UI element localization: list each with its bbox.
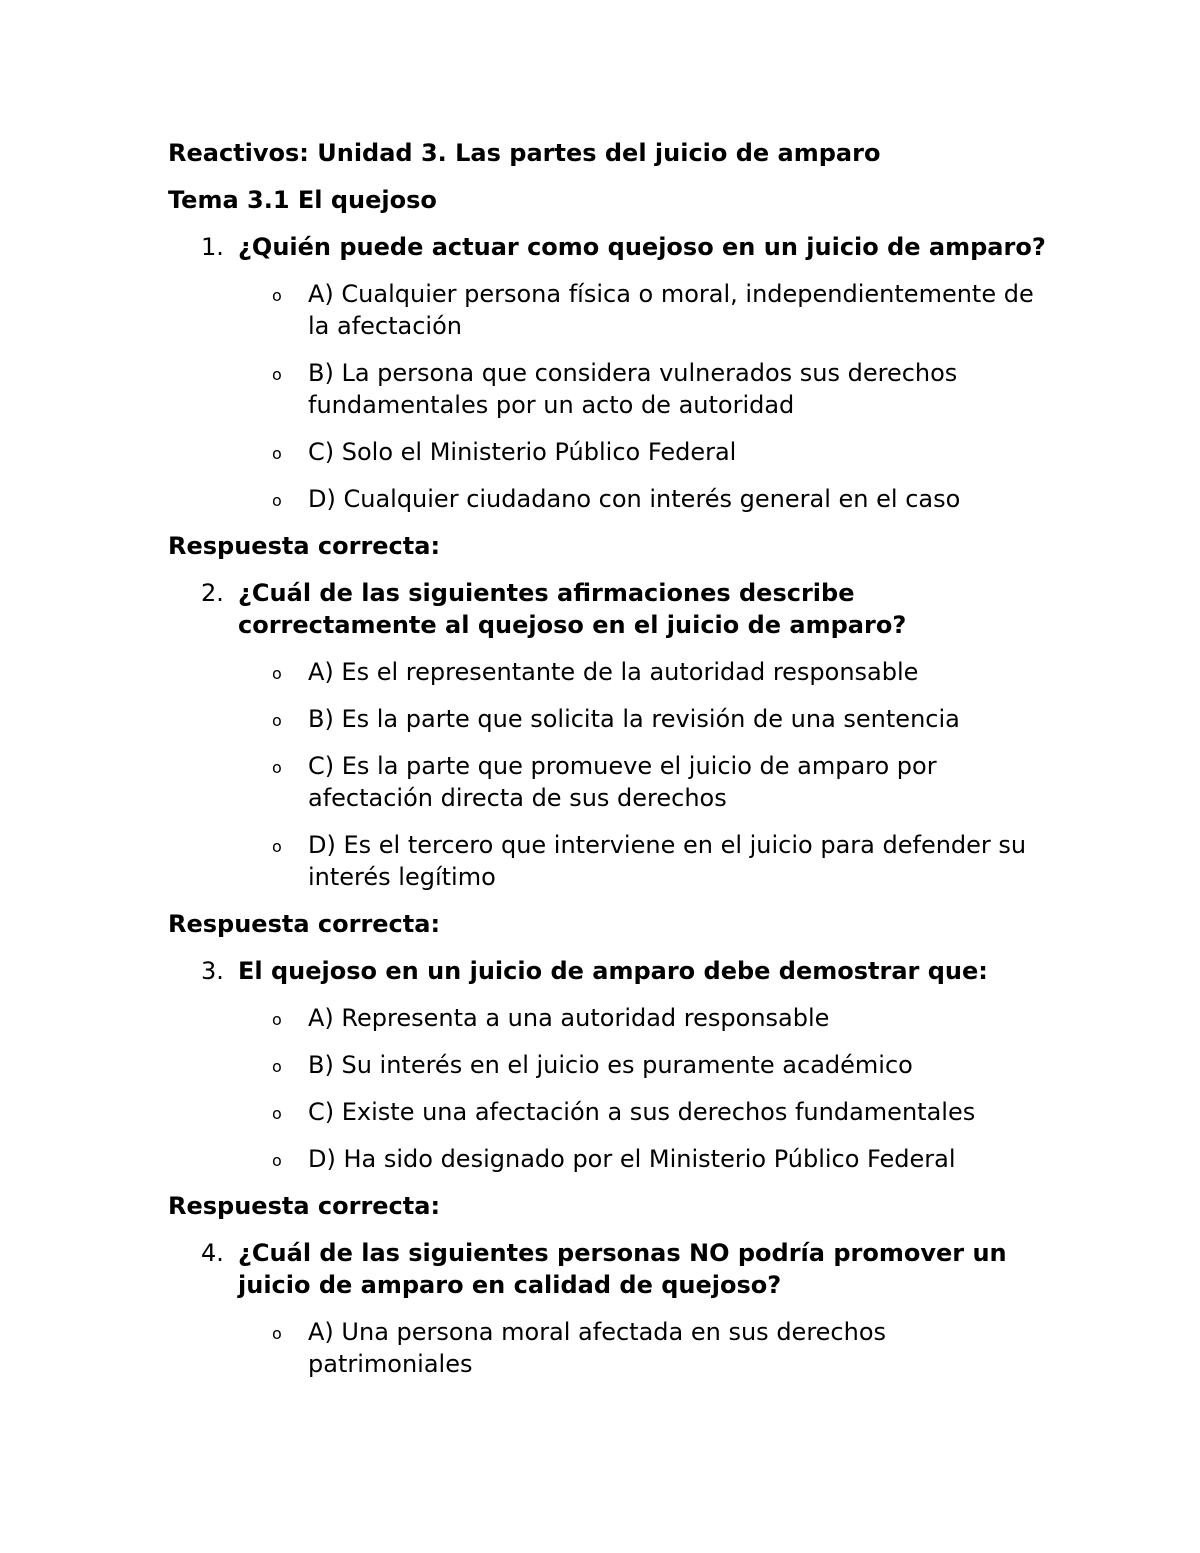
option-item: [168, 1316, 1048, 1380]
hollow-bullet-icon: o: [272, 837, 282, 856]
option-text: C) Es la parte que promueve el juicio de amparo por afectación directa de sus derechos: [308, 752, 937, 812]
hollow-bullet-icon: o: [272, 444, 282, 463]
question-text: ¿Cuál de las siguientes personas NO podría promover un juicio de amparo en calidad de quejoso?: [238, 1239, 1007, 1299]
document-page: [168, 137, 1048, 1395]
option-text: D) Ha sido designado por el Ministerio Público Federal: [308, 1145, 956, 1173]
hollow-bullet-icon: o: [272, 365, 282, 384]
option-item: [168, 357, 1048, 421]
question-4: [168, 1237, 1048, 1301]
topic-heading: Tema 3.1 El quejoso: [168, 186, 437, 214]
option-item: [168, 278, 1048, 342]
option-text: D) Es el tercero que interviene en el juicio para defender su interés legítimo: [308, 831, 1027, 891]
question-text: ¿Cuál de las siguientes afirmaciones describe correctamente al quejoso en el juicio de amparo?: [238, 579, 907, 639]
option-text: C) Existe una afectación a sus derechos fundamentales: [308, 1098, 976, 1126]
hollow-bullet-icon: o: [272, 286, 282, 305]
option-item: [168, 1002, 1048, 1034]
question-text: El quejoso en un juicio de amparo debe demostrar que:: [238, 957, 988, 985]
option-text: B) Su interés en el juicio es puramente académico: [308, 1051, 913, 1079]
option-text: C) Solo el Ministerio Público Federal: [308, 438, 737, 466]
hollow-bullet-icon: o: [272, 1010, 282, 1029]
hollow-bullet-icon: o: [272, 758, 282, 777]
option-text: B) La persona que considera vulnerados sus derechos fundamentales por un acto de autoridad: [308, 359, 958, 419]
option-item: [168, 436, 1048, 468]
question-1: [168, 231, 1048, 263]
question-text: ¿Quién puede actuar como quejoso en un juicio de amparo?: [238, 233, 1046, 261]
hollow-bullet-icon: o: [272, 491, 282, 510]
option-text: A) Representa a una autoridad responsable: [308, 1004, 830, 1032]
option-text: A) Es el representante de la autoridad responsable: [308, 658, 919, 686]
question-number: 2.: [201, 579, 224, 607]
question-2: [168, 577, 1048, 641]
question-number: 1.: [201, 233, 224, 261]
option-item: [168, 829, 1048, 893]
option-item: [168, 656, 1048, 688]
option-item: [168, 483, 1048, 515]
answer-label: Respuesta correcta:: [168, 532, 441, 560]
option-text: D) Cualquier ciudadano con interés general en el caso: [308, 485, 961, 513]
option-item: [168, 703, 1048, 735]
hollow-bullet-icon: o: [272, 711, 282, 730]
option-text: B) Es la parte que solicita la revisión de una sentencia: [308, 705, 960, 733]
option-text: A) Cualquier persona física o moral, independientemente de la afectación: [308, 280, 1034, 340]
option-text: A) Una persona moral afectada en sus derechos patrimoniales: [308, 1318, 887, 1378]
question-3: [168, 955, 1048, 987]
option-item: [168, 1096, 1048, 1128]
option-item: [168, 750, 1048, 814]
answer-label: Respuesta correcta:: [168, 1192, 441, 1220]
hollow-bullet-icon: o: [272, 1104, 282, 1123]
hollow-bullet-icon: o: [272, 1324, 282, 1343]
question-number: 4.: [201, 1239, 224, 1267]
question-number: 3.: [201, 957, 224, 985]
hollow-bullet-icon: o: [272, 1057, 282, 1076]
hollow-bullet-icon: o: [272, 664, 282, 683]
option-item: [168, 1143, 1048, 1175]
answer-label: Respuesta correcta:: [168, 910, 441, 938]
document-title: Reactivos: Unidad 3. Las partes del juicio de amparo: [168, 139, 881, 167]
option-item: [168, 1049, 1048, 1081]
hollow-bullet-icon: o: [272, 1151, 282, 1170]
